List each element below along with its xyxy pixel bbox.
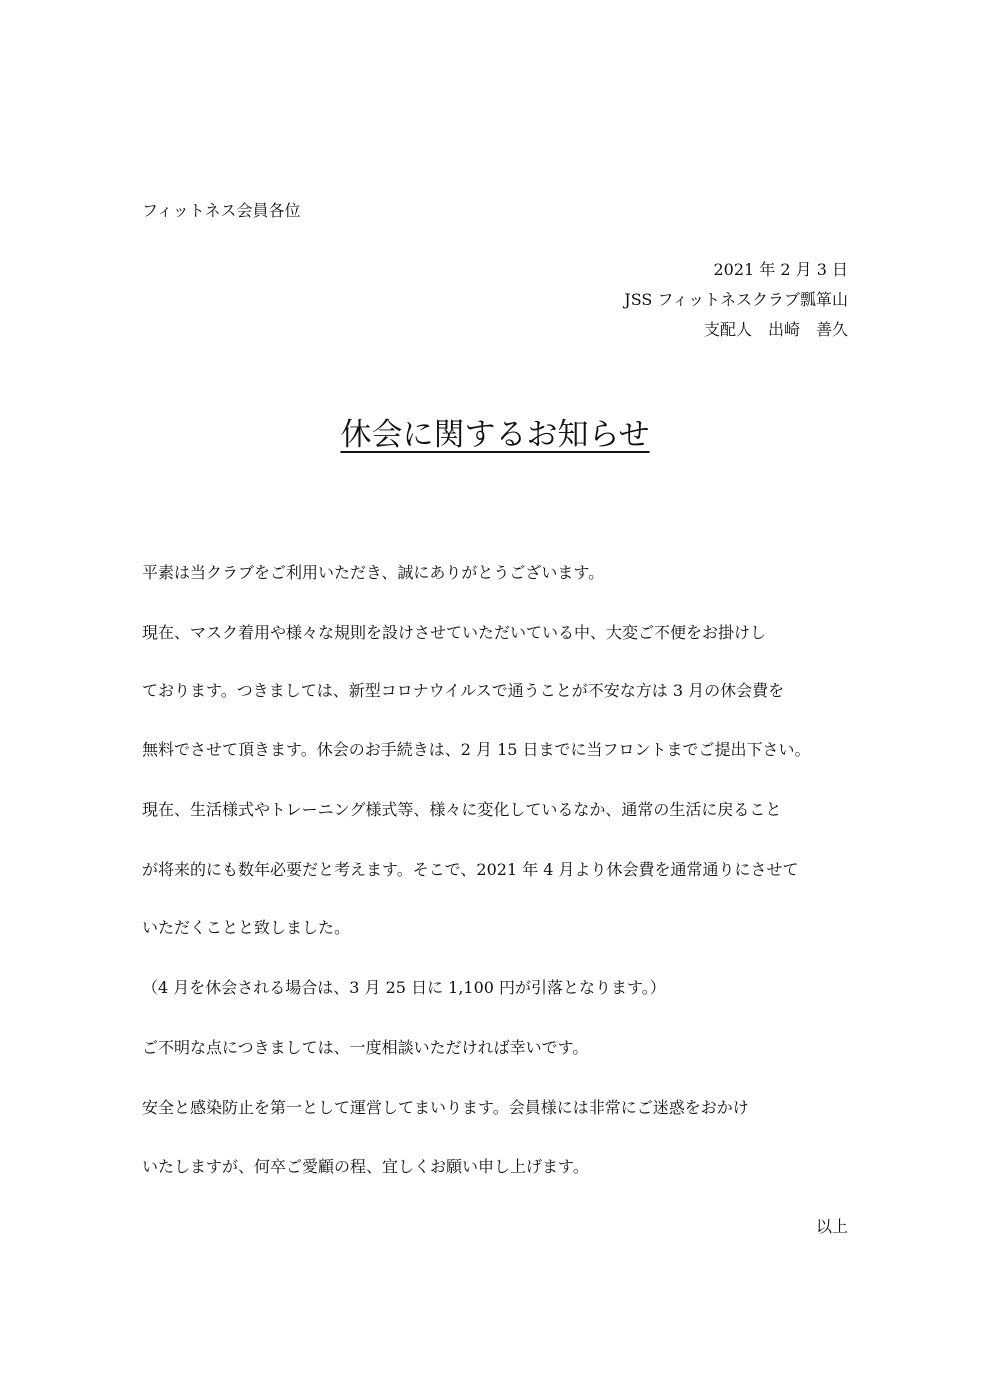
- body-line: が将来的にも数年必要だと考えます。そこで、2021 年 4 月より休会費を通常通りにさせて: [142, 860, 799, 879]
- body-line: ご不明な点につきましては、一度相談いただければ幸いです。: [142, 1038, 589, 1057]
- body-line: いただくことと致しました。: [142, 918, 351, 937]
- document-title-text: 休会に関するお知らせ: [340, 417, 650, 453]
- body-line: 安全と感染防止を第一として運営してまいります。会員様には非常にご迷惑をおかけ: [142, 1098, 749, 1117]
- body-line: 現在、マスク着用や様々な規則を設けさせていただいている中、大変ご不便をお掛けし: [142, 623, 767, 642]
- body-line: 平素は当クラブをご利用いただき、誠にありがとうございます。: [142, 563, 605, 582]
- body-line: いたしますが、何卒ご愛顧の程、宜しくお願い申し上げます。: [142, 1157, 589, 1176]
- sender-organization: JSS フィットネスクラブ瓢箪山: [624, 290, 848, 309]
- date: 2021 年 2 月 3 日: [713, 260, 848, 279]
- recipient: フィットネス会員各位: [142, 201, 301, 220]
- body-line: 無料でさせて頂きます。休会のお手続きは、2 月 15 日までに当フロントまでご提出下さい。: [142, 740, 811, 759]
- closing: 以上: [815, 1217, 848, 1236]
- document-title: [0, 413, 990, 457]
- body-line: 現在、生活様式やトレーニング様式等、様々に変化しているなか、通常の生活に戻ること: [142, 800, 782, 819]
- body-line: （4 月を休会される場合は、3 月 25 日に 1,100 円が引落となります。）: [142, 978, 666, 997]
- sender-person: 支配人 出崎 善久: [703, 320, 848, 339]
- body-line: ております。つきましては、新型コロナウイルスで通うことが不安な方は 3 月の休会費を: [142, 681, 785, 700]
